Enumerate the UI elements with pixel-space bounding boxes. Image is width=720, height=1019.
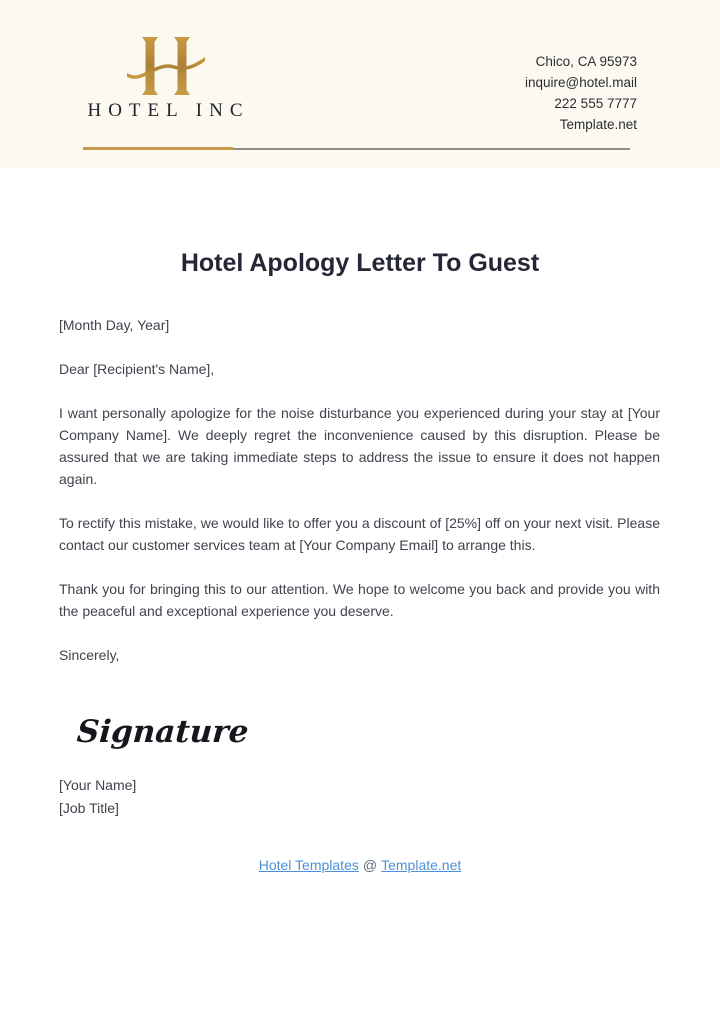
hotel-monogram-icon (127, 36, 205, 96)
letter-paragraph: To rectify this mistake, we would like to offer you a discount of [25%] off on your next visit. Please contact our customer services team at [Your Company Email] to arrange this. (59, 515, 660, 553)
footer (0, 857, 720, 873)
signer-block (59, 774, 136, 820)
contact-website: Template.net (559, 117, 637, 132)
letter-salutation: Dear [Recipient's Name], (59, 361, 215, 377)
letter-paragraph: Thank you for bringing this to our attention. We hope to welcome you back and provide you with the peaceful and exceptional experience you deserve. (59, 581, 660, 619)
contact-email: inquire@hotel.mail (524, 75, 637, 90)
hotel-logo (76, 36, 256, 122)
footer-separator: @ (362, 857, 378, 873)
hotel-name: HOTEL INC (87, 100, 250, 121)
letterhead (0, 0, 720, 168)
hotel-templates-link[interactable]: Hotel Templates (258, 857, 359, 873)
letterhead-rule-gold (83, 147, 233, 150)
template-net-link[interactable]: Template.net (381, 857, 462, 873)
letterhead-rule-gray (233, 148, 630, 150)
contact-phone: 222 555 7777 (554, 96, 637, 111)
letter-title: Hotel Apology Letter To Guest (180, 249, 540, 277)
letter-body (59, 314, 660, 666)
letter-closing: Sincerely, (59, 647, 120, 663)
letter-date: [Month Day, Year] (59, 317, 170, 333)
signer-name: [Your Name] (59, 777, 137, 793)
contact-info (525, 51, 637, 135)
contact-address: Chico, CA 95973 (535, 54, 637, 69)
letter-paragraph: I want personally apologize for the noise disturbance you experienced during your stay at [Your Company Name]. We deeply regret the inconvenience caused by this disruption. Please be assured that we are taking immediate steps to address the issue to ensure it does not happen again. (59, 405, 660, 487)
signature-script: Signature (75, 714, 250, 750)
signer-title: [Job Title] (59, 800, 119, 816)
